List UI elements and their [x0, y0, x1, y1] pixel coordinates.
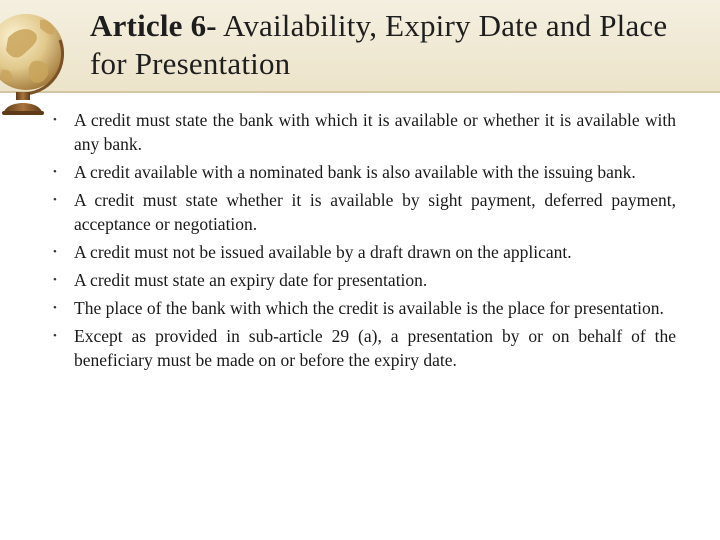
bullet-text: A credit must not be issued available by a draft drawn on the applicant.: [74, 242, 572, 262]
bullet-text: A credit must state the bank with which it is available or whether it is available with any bank.: [74, 110, 676, 154]
bullet-list: [50, 108, 676, 376]
bullet-marker: •: [53, 274, 57, 286]
bullet-item: [50, 160, 676, 184]
bullet-marker: •: [53, 246, 57, 258]
bullet-text: A credit must state an expiry date for presentation.: [74, 270, 428, 290]
bullet-text: The place of the bank with which the credit is available is the place for presentation.: [74, 298, 664, 318]
bullet-item: [50, 268, 676, 292]
header-divider: [0, 91, 720, 93]
bullet-item: [50, 240, 676, 264]
bullet-text: A credit must state whether it is available by sight payment, deferred payment, acceptance or negotiation.: [74, 190, 676, 234]
title-text: Availability, Expiry Date and Place for Presentation: [90, 8, 668, 81]
bullet-text: Except as provided in sub-article 29 (a), a presentation by or on behalf of the beneficiary must be made on or before the expiry date.: [74, 326, 676, 370]
bullet-text: A credit available with a nominated bank is also available with the issuing bank.: [74, 162, 636, 182]
bullet-item: [50, 324, 676, 372]
bullet-marker: •: [53, 194, 57, 206]
title-article-number: Article 6-: [90, 8, 217, 43]
bullet-marker: •: [53, 166, 57, 178]
bullet-item: [50, 296, 676, 320]
bullet-marker: •: [53, 330, 57, 342]
bullet-marker: •: [53, 114, 57, 126]
bullet-item: [50, 188, 676, 236]
bullet-item: [50, 108, 676, 156]
slide-title: [90, 7, 700, 83]
globe-icon: [0, 0, 76, 116]
bullet-marker: •: [53, 302, 57, 314]
